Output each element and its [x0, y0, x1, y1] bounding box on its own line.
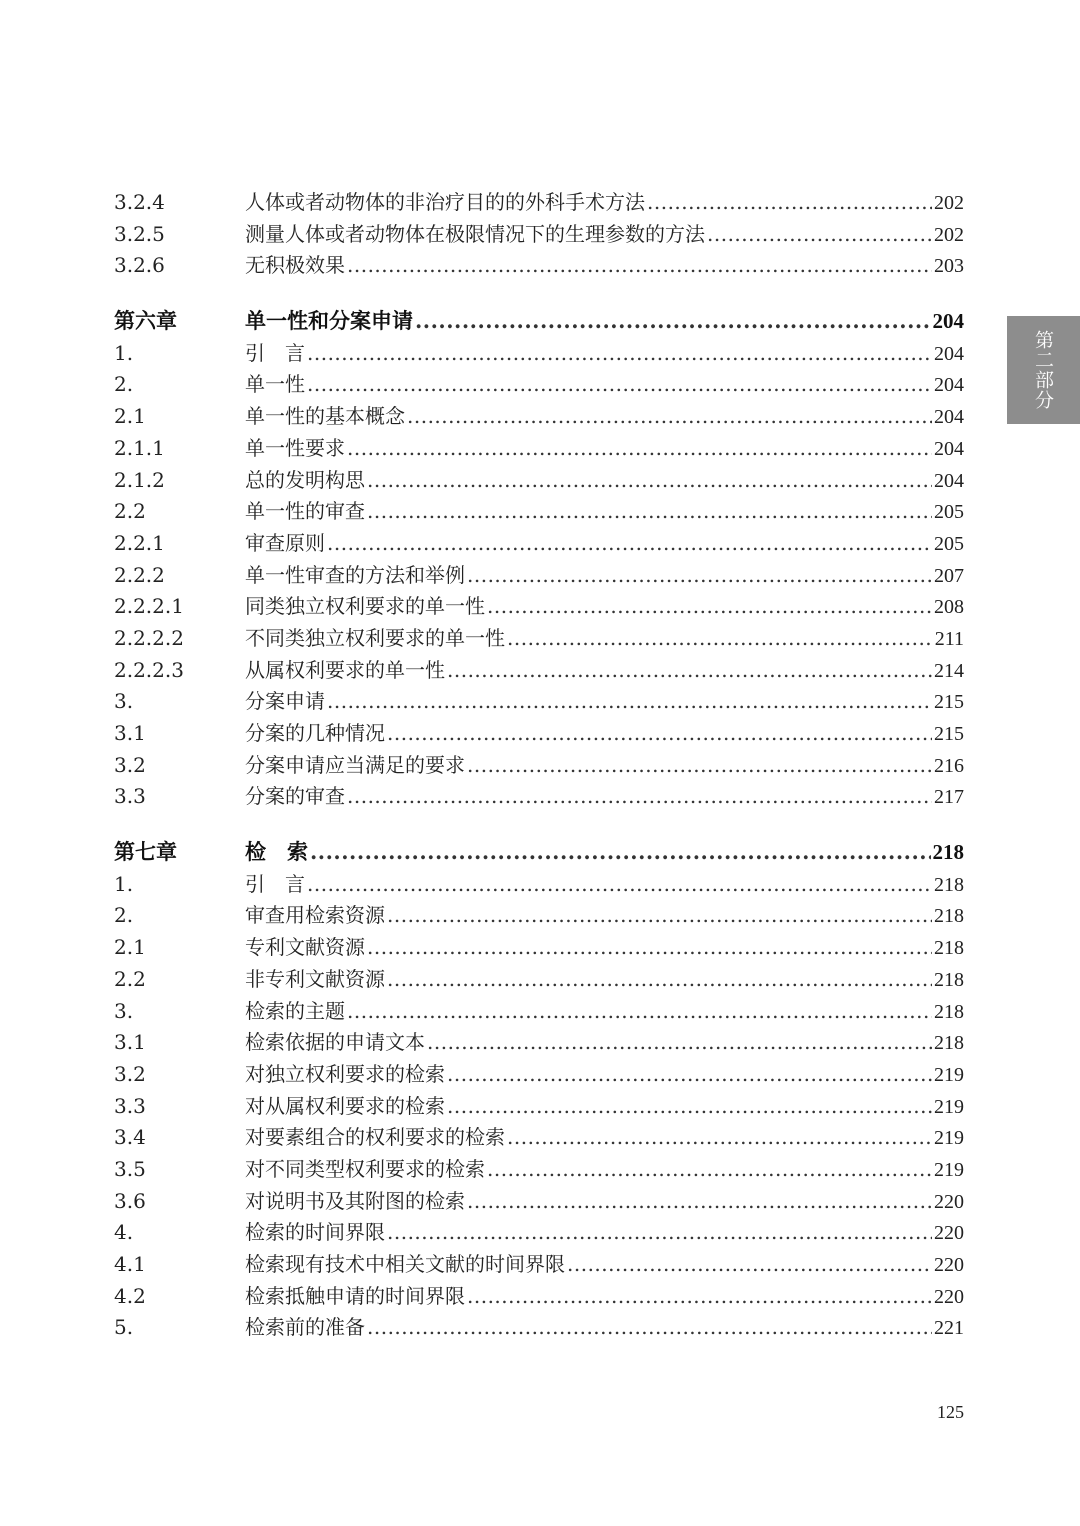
toc-leader-dots: [387, 1220, 932, 1244]
toc-entry-row: [114, 527, 964, 559]
toc-leader-dots: [367, 935, 932, 959]
toc-title: 单一性: [245, 372, 305, 397]
toc-page: 204: [932, 309, 964, 334]
toc-number: 3.2: [114, 752, 146, 777]
toc-page: 205: [934, 501, 964, 524]
toc-chapter-row: [114, 836, 964, 868]
toc-title: 审查原则: [245, 530, 325, 555]
toc-entry-row: [114, 1311, 964, 1343]
toc-title: 同类独立权利要求的单一性: [245, 594, 485, 619]
toc-number: 2.1.1: [114, 435, 165, 460]
toc-number: 3.1: [114, 1030, 146, 1055]
toc-number: 3.6: [114, 1188, 146, 1213]
toc-leader-dots: [347, 436, 932, 460]
toc-leader-dots: [327, 531, 932, 555]
toc-entry-row: [114, 1121, 964, 1153]
toc-number: 2.2.2.2: [114, 625, 184, 650]
toc-title: 非专利文献资源: [245, 966, 385, 991]
toc-leader-dots: [367, 468, 932, 492]
toc-title: 总的发明构思: [245, 467, 365, 492]
toc-title: 对说明书及其附图的检索: [245, 1188, 465, 1213]
toc-leader-dots: [387, 967, 932, 991]
toc-number: 3.2.4: [114, 190, 165, 214]
toc-leader-dots: [427, 1030, 932, 1054]
toc-number: 3.: [114, 689, 134, 714]
toc-title: 检索的时间界限: [245, 1220, 385, 1245]
toc-entry-row: [114, 1248, 964, 1280]
toc-number: 3.2.5: [114, 221, 165, 246]
toc-title: 专利文献资源: [245, 935, 365, 960]
toc-page: 204: [934, 469, 964, 492]
toc-page: 203: [934, 255, 964, 278]
toc-number: 3.3: [114, 1093, 146, 1118]
toc-page: 217: [934, 786, 964, 809]
toc-leader-dots: [347, 999, 932, 1023]
toc-page: 204: [934, 437, 964, 460]
toc-number: 2.2: [114, 966, 146, 991]
toc-entry-row: [114, 654, 964, 686]
toc-number: 3.: [114, 998, 134, 1023]
page-number: 125: [937, 1402, 964, 1422]
toc-leader-dots: [447, 1094, 932, 1118]
toc-number: 2.2.2: [114, 562, 165, 587]
toc-number: 3.3: [114, 784, 146, 809]
toc-title: 人体或者动物体的非治疗目的的外科手术方法: [245, 190, 645, 214]
toc-entry-row: [114, 249, 964, 281]
toc-leader-dots: [415, 308, 931, 333]
toc-leader-dots: [487, 594, 932, 618]
toc-leader-dots: [347, 784, 932, 808]
toc-page: 219: [934, 1158, 964, 1181]
toc-entry-row: [114, 1058, 964, 1090]
toc-page: 220: [934, 1222, 964, 1245]
toc-entry-row: [114, 368, 964, 400]
toc-entry-row: [114, 1153, 964, 1185]
toc-title: 对不同类型权利要求的检索: [245, 1156, 485, 1181]
toc-leader-dots: [367, 499, 932, 523]
toc-title: 检索前的准备: [245, 1315, 365, 1340]
toc-number: 5.: [114, 1315, 134, 1340]
toc-leader-dots: [507, 1125, 932, 1149]
toc-entry-row: [114, 218, 964, 250]
toc-entry-row: [114, 780, 964, 812]
toc-leader-dots: [407, 404, 932, 428]
toc-title: 分案的几种情况: [245, 721, 385, 745]
toc-page: 204: [934, 406, 964, 429]
toc-number: 3.1: [114, 721, 146, 745]
section-tab: 第二部分: [1007, 316, 1080, 424]
toc-page: 218: [934, 937, 964, 960]
toc-page: 205: [934, 532, 964, 555]
toc-page: 219: [934, 1095, 964, 1118]
toc-leader-dots: [347, 253, 932, 277]
toc-page: 218: [934, 968, 964, 991]
toc-entry-row: [114, 590, 964, 622]
toc-title: 检索依据的申请文本: [245, 1030, 425, 1055]
toc-leader-dots: [707, 222, 932, 246]
toc-leader-dots: [567, 1252, 932, 1276]
toc-title: 引 言: [245, 871, 305, 896]
toc-title: 测量人体或者动物体在极限情况下的生理参数的方法: [245, 221, 705, 246]
toc-entry-row: [114, 1026, 964, 1058]
toc-title: 对要素组合的权利要求的检索: [245, 1125, 505, 1150]
toc-number: 1.: [114, 871, 134, 896]
toc-leader-dots: [647, 190, 932, 214]
toc-page: 214: [934, 659, 964, 682]
toc-leader-dots: [387, 903, 932, 927]
table-of-contents: [114, 186, 964, 1343]
toc-page: 202: [934, 192, 964, 214]
toc-page: 207: [934, 564, 964, 587]
toc-number: 4.: [114, 1220, 134, 1245]
toc-leader-dots: [487, 1157, 932, 1181]
toc-entry-row: [114, 1090, 964, 1122]
toc-leader-dots: [307, 341, 932, 365]
toc-number: 2.: [114, 372, 134, 397]
toc-title: 分案申请应当满足的要求: [245, 752, 465, 777]
toc-title: 不同类独立权利要求的单一性: [245, 625, 505, 650]
toc-entry-row: [114, 337, 964, 369]
toc-leader-dots: [467, 563, 932, 587]
toc-title: 分案的审查: [245, 784, 345, 809]
toc-number: 2.: [114, 903, 134, 928]
toc-entry-row: [114, 559, 964, 591]
toc-number: 4.2: [114, 1283, 146, 1308]
toc-page: 204: [934, 374, 964, 397]
toc-leader-dots: [467, 753, 932, 777]
toc-entry-row: [114, 717, 964, 749]
toc-entry-row: [114, 1280, 964, 1312]
toc-entry-row: [114, 963, 964, 995]
toc-entry-row: [114, 931, 964, 963]
toc-leader-dots: [467, 1284, 932, 1308]
toc-entry-row: [114, 1185, 964, 1217]
toc-title: 分案申请: [245, 689, 325, 714]
toc-page: 211: [934, 627, 964, 650]
toc-page: 215: [934, 723, 964, 745]
toc-leader-dots: [367, 1315, 932, 1339]
toc-page: 220: [934, 1285, 964, 1308]
toc-entry-row: [114, 432, 964, 464]
toc-number: 1.: [114, 340, 134, 365]
toc-title: 单一性的基本概念: [245, 404, 405, 429]
toc-number: 第七章: [114, 839, 177, 865]
toc-leader-dots: [327, 689, 932, 713]
toc-entry-row: [114, 400, 964, 432]
toc-entry-row: [114, 1216, 964, 1248]
toc-page: 218: [932, 840, 964, 865]
toc-entry-row: [114, 995, 964, 1027]
toc-number: 2.1.2: [114, 467, 165, 492]
toc-leader-dots: [447, 658, 932, 682]
toc-page: 219: [934, 1127, 964, 1150]
toc-title: 检索的主题: [245, 998, 345, 1023]
toc-title: 检索现有技术中相关文献的时间界限: [245, 1252, 565, 1276]
toc-chapter-row: [114, 305, 964, 337]
toc-page: 218: [934, 873, 964, 896]
toc-number: 2.2.2.1: [114, 594, 184, 619]
toc-page: 218: [934, 1000, 964, 1023]
toc-leader-dots: [307, 872, 932, 896]
toc-page: 220: [934, 1254, 964, 1276]
toc-number: 2.2.2.3: [114, 657, 184, 682]
toc-title: 检 索: [245, 839, 308, 865]
toc-title: 对从属权利要求的检索: [245, 1093, 445, 1118]
toc-page: 218: [934, 905, 964, 928]
toc-page: 216: [934, 754, 964, 777]
toc-page: 202: [934, 223, 964, 246]
toc-leader-dots: [467, 1189, 932, 1213]
toc-title: 单一性审查的方法和举例: [245, 562, 465, 587]
toc-number: 3.4: [114, 1125, 146, 1150]
toc-number: 2.2.1: [114, 530, 165, 555]
toc-title: 单一性要求: [245, 435, 345, 460]
toc-leader-dots: [447, 1062, 932, 1086]
toc-entry-row: [114, 685, 964, 717]
toc-title: 审查用检索资源: [245, 903, 385, 928]
toc-entry-row: [114, 464, 964, 496]
toc-number: 2.2: [114, 499, 146, 524]
toc-leader-dots: [307, 372, 932, 396]
toc-page: 208: [934, 596, 964, 619]
toc-page: 218: [934, 1032, 964, 1055]
toc-title: 引 言: [245, 340, 305, 365]
toc-title: 对独立权利要求的检索: [245, 1061, 445, 1086]
toc-page: 221: [934, 1317, 964, 1340]
toc-number: 3.2.6: [114, 253, 165, 278]
toc-title: 从属权利要求的单一性: [245, 657, 445, 682]
toc-entry-row: [114, 868, 964, 900]
toc-page: 204: [934, 342, 964, 365]
toc-page: 220: [934, 1190, 964, 1213]
toc-number: 2.1: [114, 404, 146, 429]
toc-number: 3.2: [114, 1061, 146, 1086]
toc-entry-row: [114, 495, 964, 527]
toc-entry-row: [114, 622, 964, 654]
toc-number: 第六章: [114, 308, 177, 334]
toc-title: 检索抵触申请的时间界限: [245, 1283, 465, 1308]
toc-title: 单一性的审查: [245, 499, 365, 524]
toc-leader-dots: [507, 626, 933, 650]
toc-leader-dots: [387, 721, 932, 745]
toc-page: 215: [934, 691, 964, 714]
toc-number: 3.5: [114, 1156, 146, 1181]
toc-entry-row: [114, 186, 964, 218]
toc-number: 2.1: [114, 935, 146, 960]
toc-title: 无积极效果: [245, 253, 345, 278]
toc-entry-row: [114, 749, 964, 781]
toc-leader-dots: [310, 839, 931, 864]
toc-title: 单一性和分案申请: [245, 308, 413, 334]
toc-page: 219: [934, 1063, 964, 1086]
toc-entry-row: [114, 899, 964, 931]
toc-number: 4.1: [114, 1252, 146, 1276]
